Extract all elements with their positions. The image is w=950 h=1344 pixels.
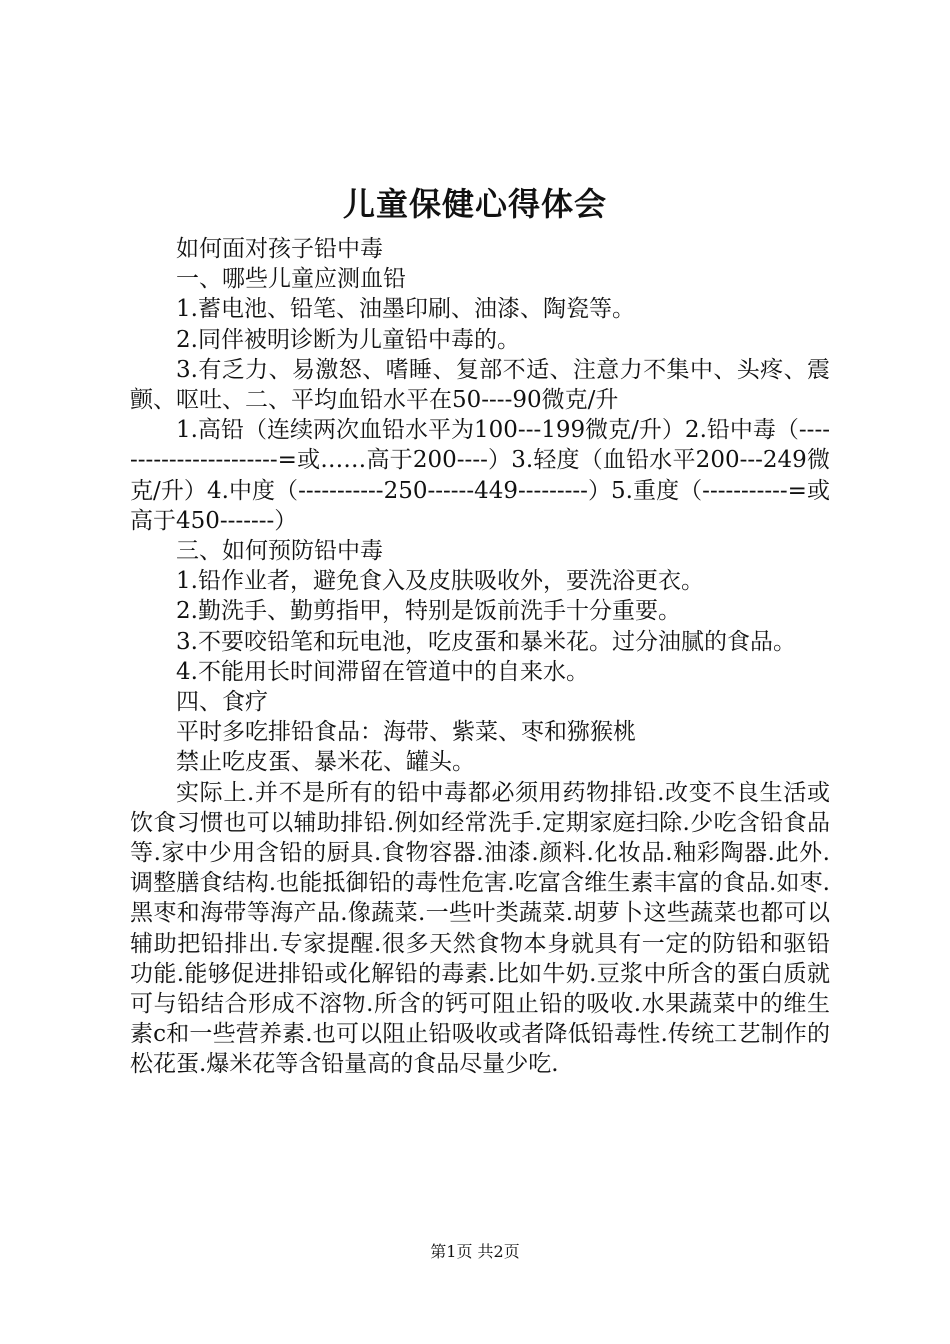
list-item: 4.不能用长时间滞留在管道中的自来水。 [176, 658, 589, 685]
document-body [130, 234, 830, 1080]
diet-line: 禁止吃皮蛋、暴米花、罐头。 [176, 749, 475, 776]
list-item: 1.铅作业者，避免食入及皮肤吸收外，要洗浴更衣。 [176, 568, 704, 595]
classification-paragraph: 1.高铅（连续两次血铅水平为100---199微克/升）2.铅中毒（-----------------------=或……高于200----）3.轻度（血铅水平200---249微克/升）4.中度（-----------250------449---------）5.重度（-----------=或高于450-------） [130, 417, 830, 534]
page-footer: 第1页 共2页 [430, 1242, 520, 1261]
list-item: 2.勤洗手、勤剪指甲，特别是饭前洗手十分重要。 [176, 598, 681, 625]
section-heading-3: 三、如何预防铅中毒 [176, 538, 383, 565]
list-item: 3.不要咬铅笔和玩电池，吃皮蛋和暴米花。过分油腻的食品。 [176, 628, 796, 655]
document-title: 儿童保健心得体会 [342, 185, 607, 223]
list-item: 1.蓄电池、铅笔、油墨印刷、油漆、陶瓷等。 [176, 296, 635, 323]
diet-line: 平时多吃排铅食品：海带、紫菜、枣和猕猴桃 [176, 719, 636, 746]
list-item: 2.同伴被明诊断为儿童铅中毒的。 [176, 326, 520, 353]
section-heading-4: 四、食疗 [176, 689, 268, 716]
list-item: 3.有乏力、易激怒、嗜睡、复部不适、注意力不集中、头疼、震颤、呕吐、二、平均血铅水平在50----90微克/升 [130, 356, 830, 414]
body-paragraph: 实际上.并不是所有的铅中毒都必须用药物排铅.改变不良生活或饮食习惯也可以辅助排铅.例如经常洗手.定期家庭扫除.少吃含铅食品等.家中少用含铅的厨具.食物容器.油漆.颜料.化妆品.釉彩陶器.此外.调整膳食结构.也能抵御铅的毒性危害.吃富含维生素丰富的食品.如枣.黑枣和海带等海产品.像蔬菜.一些叶类蔬菜.胡萝卜这些蔬菜也都可以辅助把铅排出.专家提醒.很多天然食物本身就具有一定的防铅和驱铅功能.能够促进排铅或化解铅的毒素.比如牛奶.豆浆中所含的蛋白质就可与铅结合形成不溶物.所含的钙可阻止铅的吸收.水果蔬菜中的维生素c和一些营养素.也可以阻止铅吸收或者降低铅毒性.传统工艺制作的松花蛋.爆米花等含铅量高的食品尽量少吃. [130, 779, 830, 1078]
intro-heading: 如何面对孩子铅中毒 [176, 236, 383, 262]
section-heading-1: 一、哪些儿童应测血铅 [176, 266, 406, 293]
